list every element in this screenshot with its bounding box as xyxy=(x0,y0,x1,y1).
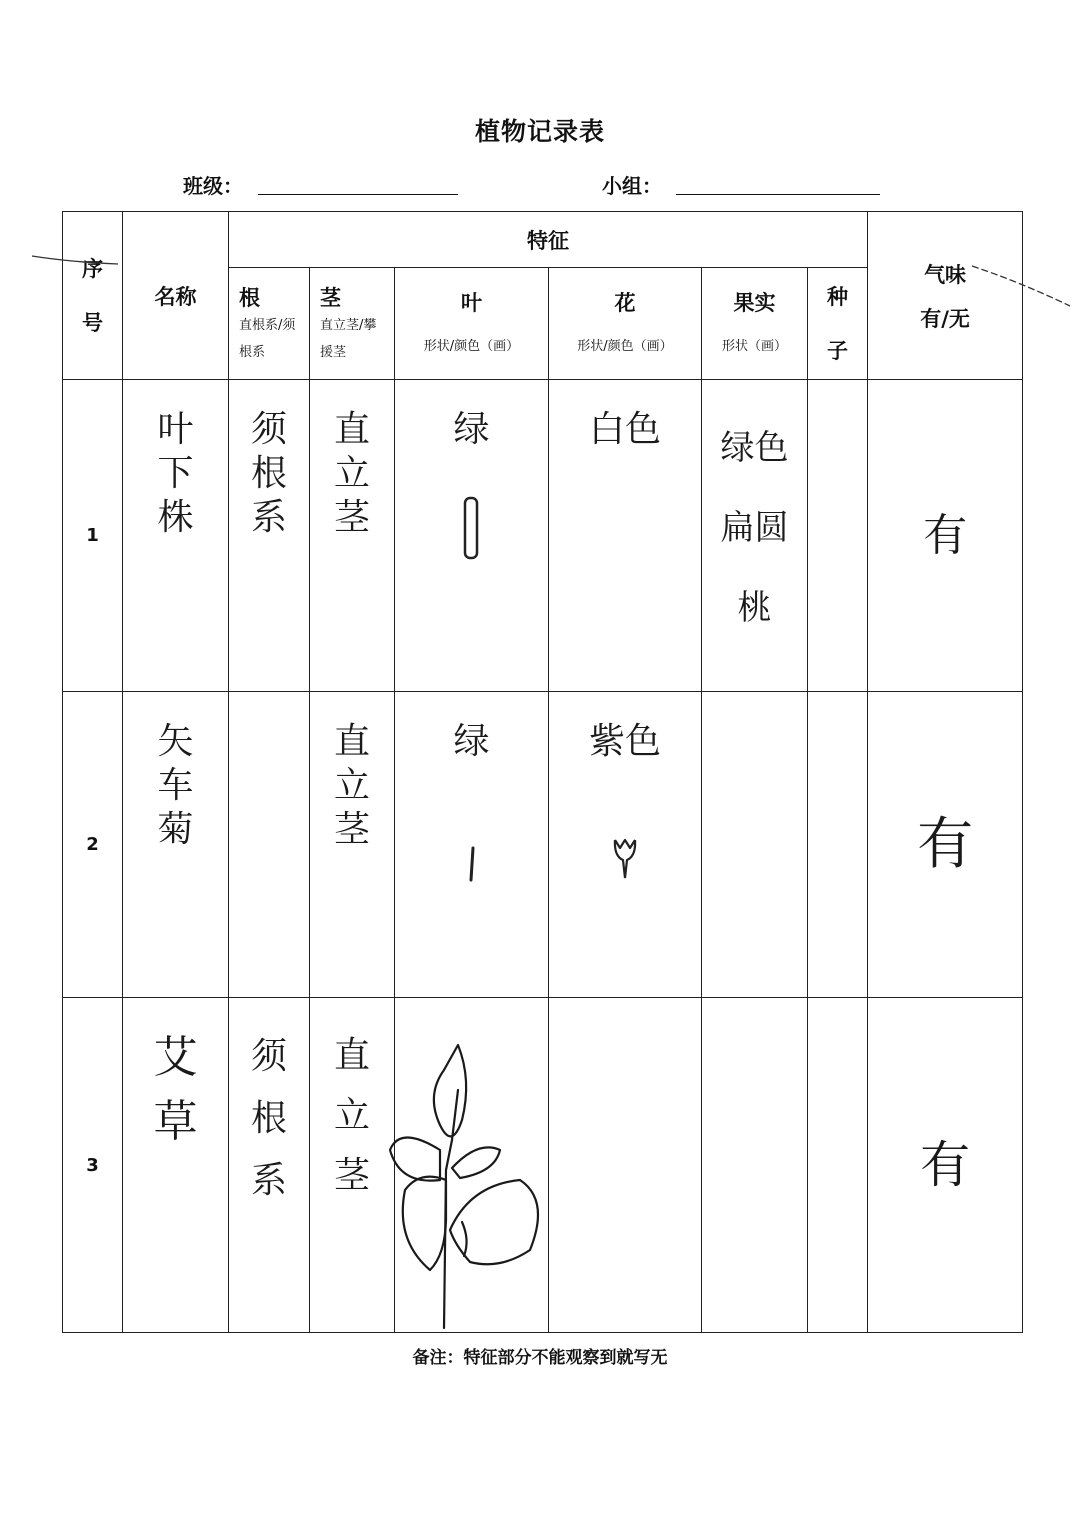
table-row xyxy=(63,692,1023,998)
row-seed-cell[interactable] xyxy=(808,692,868,998)
row-name-cell[interactable] xyxy=(123,692,229,998)
row-flower-cell[interactable] xyxy=(549,998,702,1333)
row-stem-cell[interactable] xyxy=(310,692,395,998)
row-seed-cell[interactable] xyxy=(808,998,868,1333)
group-label: 小组： xyxy=(602,174,662,198)
row-smell-cell[interactable] xyxy=(868,380,1023,692)
class-blank-line[interactable] xyxy=(258,194,458,195)
row-leaf-cell[interactable] xyxy=(395,380,549,692)
group-blank-line[interactable] xyxy=(676,194,880,195)
row-root-cell[interactable] xyxy=(229,380,310,692)
row-flower-cell[interactable] xyxy=(549,380,702,692)
row-fruit-cell[interactable] xyxy=(702,692,808,998)
root-handwriting: 须根系 xyxy=(250,409,287,538)
name-handwriting: 艾草 xyxy=(153,1032,198,1147)
row-leaf-cell[interactable] xyxy=(395,692,549,998)
footnote: 备注：特征部分不能观察到就写无 xyxy=(412,1348,668,1368)
table-row xyxy=(63,380,1023,692)
flower-header: 花 形状/颜色（画） xyxy=(549,268,702,380)
row-seq: 1 xyxy=(63,380,123,692)
stem-handwriting: 直立茎 xyxy=(333,721,370,850)
table-row xyxy=(63,998,1023,1333)
name-handwriting: 矢车菊 xyxy=(157,721,194,850)
row-leaf-cell[interactable] xyxy=(395,998,549,1333)
row-flower-cell[interactable] xyxy=(549,692,702,998)
row-root-cell[interactable] xyxy=(229,998,310,1333)
leaf-header: 叶 形状/颜色（画） xyxy=(395,268,549,380)
row-seq: 3 xyxy=(63,998,123,1333)
row-stem-cell[interactable] xyxy=(310,998,395,1333)
leaf-handwriting: 绿 xyxy=(453,721,490,762)
tulip-flower-sketch xyxy=(605,834,645,904)
fruit-handwriting: 绿色扁圆桃 xyxy=(720,428,789,628)
name-header: 名称 xyxy=(123,212,229,380)
features-header: 特征 xyxy=(229,212,868,268)
stem-handwriting: 直立茎 xyxy=(333,409,370,538)
smell-header: 气味 有/无 xyxy=(868,212,1023,380)
class-label: 班级： xyxy=(183,174,243,198)
smell-handwriting: 有 xyxy=(923,509,968,561)
page-title: 植物记录表 xyxy=(474,117,605,146)
root-header: 根 直根系/须根系 xyxy=(229,268,310,380)
plant-record-table xyxy=(62,211,1023,1333)
seq-header: 序号 xyxy=(63,212,123,380)
fruit-header: 果实 形状（画） xyxy=(702,268,808,380)
stem-header: 茎 直立茎/攀援茎 xyxy=(310,268,395,380)
row-seq: 2 xyxy=(63,692,123,998)
stem-handwriting: 直立茎 xyxy=(333,1035,370,1196)
bar-leaf-sketch xyxy=(452,492,492,582)
name-handwriting: 叶下株 xyxy=(157,409,194,538)
row-seed-cell[interactable] xyxy=(808,380,868,692)
flower-handwriting: 紫色 xyxy=(588,721,661,762)
leaf-handwriting: 绿 xyxy=(453,409,490,450)
flower-handwriting: 白色 xyxy=(588,409,661,450)
root-handwriting: 须根系 xyxy=(250,1036,287,1201)
thin-leaf-sketch xyxy=(452,844,492,924)
row-smell-cell[interactable] xyxy=(868,692,1023,998)
row-stem-cell[interactable] xyxy=(310,380,395,692)
row-fruit-cell[interactable] xyxy=(702,380,808,692)
row-smell-cell[interactable] xyxy=(868,998,1023,1333)
smell-handwriting: 有 xyxy=(917,811,974,877)
row-root-cell[interactable] xyxy=(229,692,310,998)
seed-header: 种子 xyxy=(808,268,868,380)
row-name-cell[interactable] xyxy=(123,380,229,692)
row-name-cell[interactable] xyxy=(123,998,229,1333)
row-fruit-cell[interactable] xyxy=(702,998,808,1333)
smell-handwriting: 有 xyxy=(920,1136,971,1194)
